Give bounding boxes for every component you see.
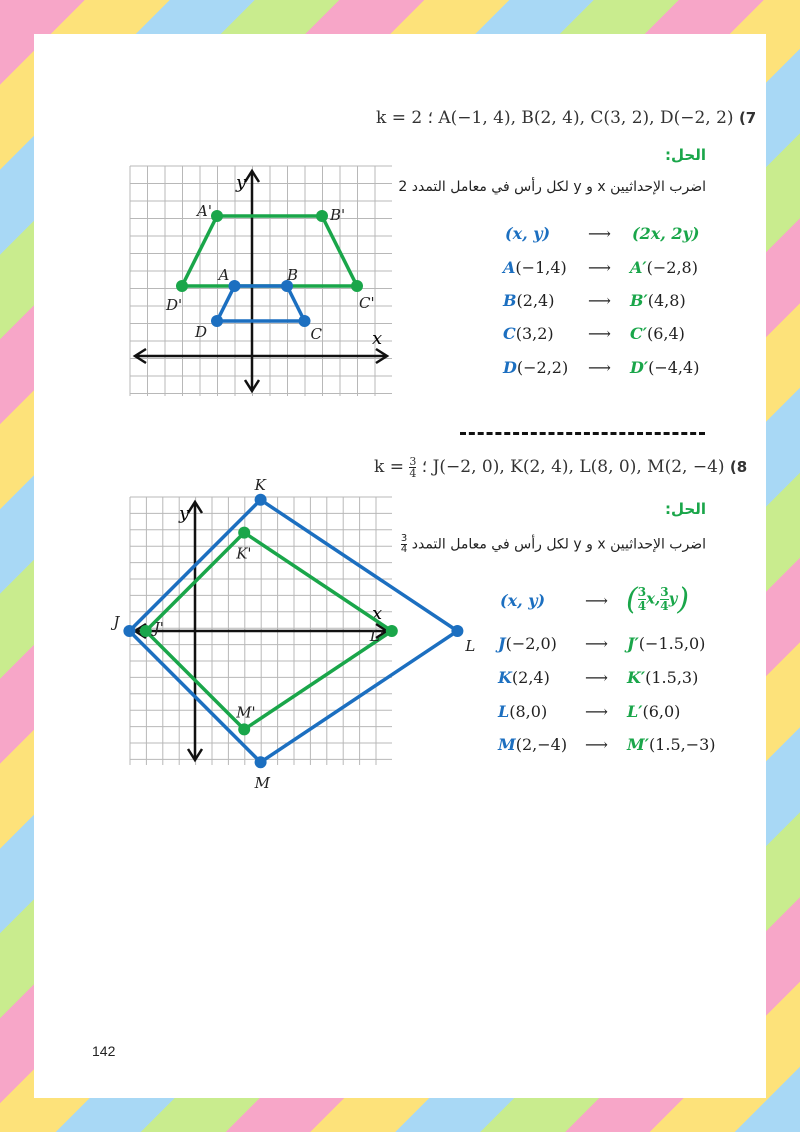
p7-row-var: C′: [630, 324, 647, 343]
p8-row-var: M: [498, 735, 516, 754]
p7-row-left: [503, 358, 568, 377]
p8-row-right: [627, 668, 698, 687]
p8-row-var: L: [498, 702, 510, 721]
p8-row-left: [498, 735, 567, 754]
vertex-label: C: [310, 325, 322, 343]
vertex-label: C': [359, 294, 375, 312]
p8-row-val: (8,0): [509, 702, 548, 721]
problem-8-k-label: k =: [374, 457, 404, 477]
p8-row-var: J′: [627, 634, 639, 653]
p8-row-val: (6,0): [642, 702, 681, 721]
p8-row-var: K′: [627, 668, 646, 687]
p7-row-val: (−2,8): [646, 258, 698, 277]
vertex-label: J: [113, 613, 120, 631]
p8-row-var: M′: [627, 735, 649, 754]
p8-row-arrow: ⟶: [585, 735, 608, 754]
p8-header-left: (x, y): [500, 591, 546, 610]
problem-8-statement: [374, 456, 747, 479]
vertex-label: B: [287, 266, 299, 284]
problem-8-instr-fraction: [401, 534, 407, 555]
vertex-label: M': [236, 703, 256, 722]
p7-row-left: [503, 258, 567, 277]
p8-row-val: (2,−4): [515, 735, 568, 754]
original-vertex: [255, 756, 267, 768]
p8-row-var: L′: [627, 702, 643, 721]
p7-row-val: (2,4): [516, 291, 555, 310]
p7-row-var: C: [503, 324, 516, 343]
p7-row-var: A: [503, 258, 516, 277]
image-vertex: [140, 625, 152, 637]
p8-row-var: K: [498, 668, 512, 687]
p7-row-arrow: ⟶: [588, 324, 611, 343]
image-vertex: [176, 280, 188, 292]
problem-7-coordinate-graph: [130, 166, 392, 396]
p7-header-left: (x, y): [505, 224, 551, 243]
image-vertex: [351, 280, 363, 292]
original-vertex: [123, 625, 135, 637]
problem-7-instruction: اضرب الإحداثيين x و y لكل رأس في معامل التمدد 2: [398, 179, 706, 195]
vertex-label: M: [254, 774, 270, 793]
x-axis-label: x: [372, 603, 383, 624]
p7-row-val: (4,8): [647, 291, 686, 310]
problem-8-k-fraction: [409, 456, 416, 479]
p7-row-var: D′: [630, 358, 649, 377]
p7-row-val: (−1,4): [515, 258, 567, 277]
fraction-denominator: 4: [409, 467, 417, 480]
vertex-label: K': [236, 544, 252, 563]
p8-row-val: (2,4): [511, 668, 550, 687]
original-polygon: [217, 286, 305, 321]
p7-row-arrow: ⟶: [588, 258, 611, 277]
vertex-label: D': [166, 296, 183, 314]
problem-8-coordinate-graph: [113, 475, 476, 793]
p7-header-right: (2x, 2y): [632, 224, 700, 243]
vertex-label: A': [197, 202, 212, 220]
p8-row-val: (−1.5,0): [638, 634, 706, 653]
original-vertex: [299, 315, 311, 327]
p7-row-val: (3,2): [515, 324, 554, 343]
p8-header-right: ( $\frac{3}{4}$ x, $\frac{3}{4}$ y): [626, 582, 690, 617]
image-vertex: [211, 210, 223, 222]
y-axis-label: y: [179, 503, 190, 524]
original-vertex: [229, 280, 241, 292]
p7-row-var: B′: [630, 291, 648, 310]
original-vertex: [255, 494, 267, 506]
image-vertex: [386, 625, 398, 637]
y-axis-label: y: [236, 172, 247, 193]
fraction-numerator: 3: [409, 455, 417, 468]
vertex-label: B': [330, 206, 346, 224]
p8-row-val: (1.5,−3): [648, 735, 716, 754]
p7-header-arrow: ⟶: [588, 224, 611, 243]
p8-row-val: (−2,0): [505, 634, 557, 653]
problem-8-text: ؛ J(−2, 0), K(2, 4), L(8, 0), M(2, −4): [421, 457, 725, 477]
p8-row-right: [627, 634, 705, 653]
p7-row-var: D: [503, 358, 517, 377]
problem-7-number: (7: [738, 109, 757, 127]
p8-row-left: [498, 702, 547, 721]
problem-8-instruction: اضرب الإحداثيين x و y لكل رأس في معامل التمدد: [411, 536, 706, 553]
p8-row-right: [627, 702, 680, 721]
p7-row-arrow: ⟶: [588, 291, 611, 310]
p8-row-arrow: ⟶: [585, 668, 608, 687]
vertex-label: L: [465, 637, 476, 655]
original-vertex: [451, 625, 463, 637]
p8-row-right: [627, 735, 716, 754]
p8-row-arrow: ⟶: [585, 702, 608, 721]
p7-row-val: (−4,4): [648, 358, 700, 377]
problem-8-solution-label: الحل:: [665, 500, 706, 518]
vertex-label: A: [218, 266, 230, 284]
p7-row-var: B: [503, 291, 517, 310]
p7-row-val: (6,4): [646, 324, 685, 343]
image-vertex: [238, 723, 250, 735]
section-divider: [460, 432, 705, 435]
problem-8-number: (8: [729, 458, 748, 476]
p7-row-arrow: ⟶: [588, 358, 611, 377]
p7-row-left: [503, 291, 554, 310]
p7-row-var: A′: [630, 258, 647, 277]
vertex-label: L': [369, 627, 384, 645]
vertex-label: K: [254, 475, 266, 494]
p8-row-left: [498, 634, 557, 653]
p7-row-left: [503, 324, 554, 343]
fraction-denominator: 4: [400, 544, 408, 555]
p8-row-arrow: ⟶: [585, 634, 608, 653]
image-vertex: [316, 210, 328, 222]
image-vertex: [238, 527, 250, 539]
problem-7-statement: [376, 108, 756, 128]
p8-row-left: [498, 668, 550, 687]
fraction-numerator: 3: [400, 533, 408, 544]
p7-row-right: [630, 358, 699, 377]
p8-row-val: (1.5,3): [645, 668, 699, 687]
problem-7-solution-label: الحل:: [665, 146, 706, 164]
problem-8-instruction-row: [400, 534, 706, 555]
original-vertex: [211, 315, 223, 327]
vertex-label: D: [195, 323, 208, 341]
p7-row-right: [630, 258, 698, 277]
p7-row-right: [630, 291, 686, 310]
vertex-label: J': [153, 619, 164, 637]
p7-row-right: [630, 324, 685, 343]
problem-7-text: k = 2 ؛ A(−1, 4), B(2, 4), C(3, 2), D(−2, 2): [376, 108, 734, 128]
p8-row-var: J: [498, 634, 506, 653]
x-axis-label: x: [372, 328, 383, 349]
p7-row-val: (−2,2): [516, 358, 569, 377]
p8-header-arrow: ⟶: [585, 591, 608, 610]
page-number: 142: [92, 1043, 116, 1059]
